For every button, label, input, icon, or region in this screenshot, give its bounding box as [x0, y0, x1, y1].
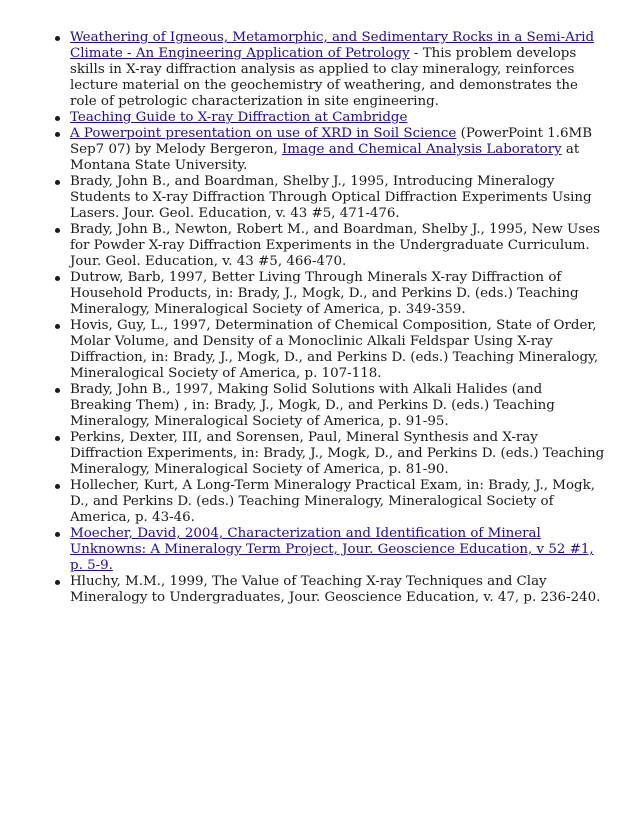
- reference-item: [70, 382, 608, 430]
- reference-link[interactable]: Image and Chemical Analysis Laboratory: [282, 142, 562, 157]
- reference-item: [70, 430, 608, 478]
- reference-item: [70, 174, 608, 222]
- reference-text: Brady, John B., and Boardman, Shelby J., 1995, Introducing Mineralogy Students to X-ray Diffraction Through Optical Diffraction Experiments Using Lasers. Jour. Geol. Education, v. 43 #5, 471-476.: [70, 174, 592, 221]
- reference-link[interactable]: Teaching Guide to X-ray Diffraction at Cambridge: [70, 110, 408, 125]
- reference-text: Brady, John B., Newton, Robert M., and Boardman, Shelby J., 1995, New Uses for Powder X-ray Diffraction Experiments in the Undergraduate Curriculum. Jour. Geol. Education, v. 43 #5, 466-470.: [70, 222, 600, 269]
- reference-item: [70, 318, 608, 382]
- reference-text: Hluchy, M.M., 1999, The Value of Teaching X-ray Techniques and Clay Mineralogy to Undergraduates, Jour. Geoscience Education, v. 47, p. 236-240.: [70, 574, 601, 605]
- reference-list: [70, 30, 608, 606]
- reference-text: (PowerPoint 1.6MB Sep7 07) by Melody Bergeron,: [70, 126, 593, 157]
- reference-link[interactable]: A Powerpoint presentation on use of XRD in Soil Science: [70, 126, 457, 141]
- reference-text: Brady, John B., 1997, Making Solid Solutions with Alkali Halides (and Breaking Them) , in: Brady, J., Mogk, D., and Perkins D. (eds.) Teaching Mineralogy, Mineralogical Society of America, p. 91-95.: [70, 382, 555, 429]
- reference-item: [70, 574, 608, 606]
- reference-item: [70, 478, 608, 526]
- reference-item: [70, 222, 608, 270]
- reference-link[interactable]: Moecher, David, 2004, Characterization and Identification of Mineral Unknowns: A Mineralogy Term Project, Jour. Geoscience Education, v 52 #1, p. 5-9.: [70, 526, 594, 573]
- reference-item: [70, 110, 608, 126]
- reference-link[interactable]: Weathering of Igneous, Metamorphic, and Sedimentary Rocks in a Semi-Arid Climate - An Engineering Application of Petrology: [70, 30, 595, 61]
- reference-item: [70, 126, 608, 174]
- reference-text: Hollecher, Kurt, A Long-Term Mineralogy Practical Exam, in: Brady, J., Mogk, D., and Perkins D. (eds.) Teaching Mineralogy, Mineralogical Society of America, p. 43-46.: [70, 478, 595, 525]
- reference-text: Perkins, Dexter, III, and Sorensen, Paul, Mineral Synthesis and X-ray Diffraction Experiments, in: Brady, J., Mogk, D., and Perkins D. (eds.) Teaching Mineralogy, Mineralogical Society of America, p. 81-90.: [70, 430, 605, 477]
- reference-text: Dutrow, Barb, 1997, Better Living Through Minerals X-ray Diffraction of Household Products, in: Brady, J., Mogk, D., and Perkins D. (eds.) Teaching Mineralogy, Mineralogical Society of America, p. 349-359.: [70, 270, 579, 317]
- reference-text: - This problem develops skills in X-ray diffraction analysis as applied to clay mineralogy, reinforces lecture material on the geochemistry of weathering, and demonstrates the role of petrologic characterization in site engineering.: [70, 46, 578, 109]
- reference-text: Hovis, Guy, L., 1997, Determination of Chemical Composition, State of Order, Molar Volume, and Density of a Monoclinic Alkali Feldspar Using X-ray Diffraction, in: Brady, J., Mogk, D., and Perkins D. (eds.) Teaching Mineralogy, Mineralogical Society of America, p. 107-118.: [70, 318, 599, 381]
- reference-item: [70, 526, 608, 574]
- reference-text: at Montana State University.: [70, 142, 580, 173]
- reference-item: [70, 30, 608, 110]
- reference-item: [70, 270, 608, 318]
